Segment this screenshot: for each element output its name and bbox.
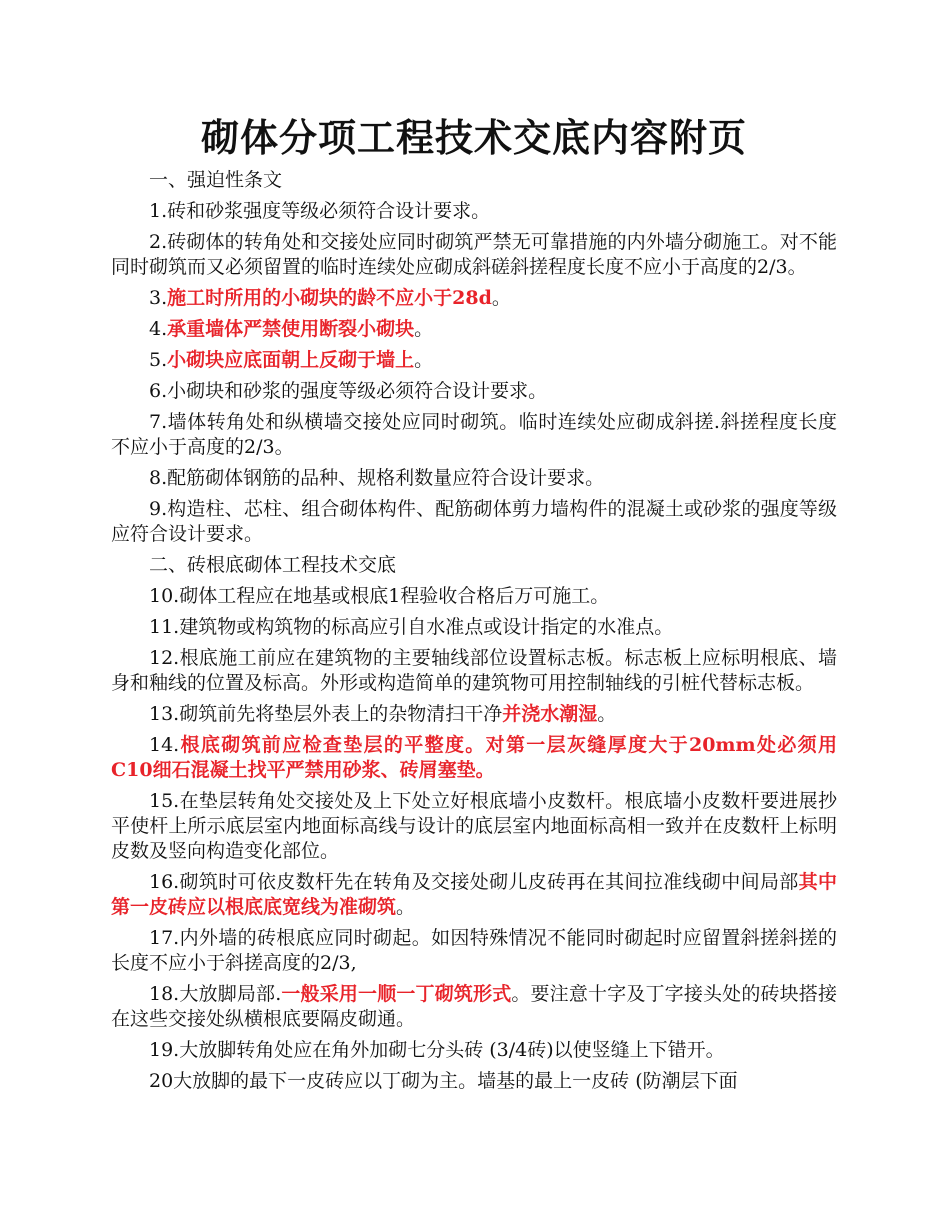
paragraph [111,379,837,404]
paragraph-text: 5. [149,349,168,371]
paragraph-text: 3. [149,287,168,309]
paragraph [111,466,837,491]
highlighted-text: 根底砌筑前应检查垫层的平整度。对第一层灰缝厚度大于20mm处必须用C10细石混凝土找平严禁用砂浆、砖屑塞垫。 [111,734,837,781]
paragraph-text: 13.砌筑前先将垫层外表上的杂物清扫干净 [149,703,503,725]
paragraph [111,230,837,280]
paragraph-text: 2.砖砌体的转角处和交接处应同时砌筑严禁无可靠措施的内外墙分砌施工。对不能同时砌筑而又必须留置的临时连续处应砌成斜磋斜搓程度长度不应小于高度的2/3。 [111,231,837,278]
paragraph-text: 17.内外墙的砖根底应同时砌起。如因特殊情况不能同时砌起时应留置斜搓斜搓的长度不应小于斜搓高度的2/3, [111,927,837,974]
paragraph-text: 12.根底施工前应在建筑物的主要轴线部位设置标志板。标志板上应标明根底、墙身和釉线的位置及标高。外形或构造简单的建筑物可用控制轴线的引桩代替标志板。 [111,647,837,694]
paragraph-text: 20大放脚的最下一皮砖应以丁砌为主。墙基的最上一皮砖 (防潮层下面 [149,1070,738,1092]
paragraph [111,702,837,727]
paragraph [111,410,837,460]
paragraph-text: 。 [597,703,617,725]
highlighted-text: 其中第一皮砖应以根底底宽线为准砌筑 [111,871,837,918]
paragraph [111,615,837,640]
paragraph-text: 16.砌筑时可依皮数杆先在转角及交接处砌儿皮砖再在其间拉准线砌中间局部 [149,871,799,893]
document-page [111,108,837,1100]
paragraph-text: 。 [396,896,416,918]
paragraph [111,199,837,224]
paragraph-text: 11.建筑物或构筑物的标高应引自水准点或设计指定的水准点。 [149,616,674,638]
paragraph [111,348,837,373]
paragraph-text: 18.大放脚局部. [149,983,282,1005]
paragraph [111,1069,837,1094]
document-body [111,168,837,1094]
paragraph [111,982,837,1032]
document-title: 砌体分项工程技术交底内容附页 [200,116,747,160]
highlighted-text: 并浇水潮湿 [502,703,598,725]
highlighted-text: 一般采用一顺一丁砌筑形式 [281,983,512,1005]
highlighted-text: 小砌块应底面朝上反砌于墙上 [167,349,415,371]
highlighted-text: 施工时所用的小砌块的龄不应小于28d [167,287,492,309]
paragraph-text: 。 [491,287,511,309]
paragraph [111,926,837,976]
paragraph [111,870,837,920]
paragraph-text: 。 [414,318,434,340]
paragraph [111,286,837,311]
paragraph-text: 7.墙体转角处和纵横墙交接处应同时砌筑。临时连续处应砌成斜搓.斜搓程度长度不应小于高度的2/3。 [111,411,837,458]
paragraph [111,497,837,547]
highlighted-text: 承重墙体严禁使用断裂小砌块 [167,318,415,340]
paragraph-text: 二、砖根底砌体工程技术交底 [149,554,397,576]
paragraph-text: 。 [414,349,434,371]
paragraph [111,553,837,578]
paragraph-text: 14. [149,734,180,756]
paragraph-text: 6.小砌块和砂浆的强度等级必须符合设计要求。 [149,380,548,402]
paragraph [111,646,837,696]
paragraph-text: 15.在垫层转角处交接处及上下处立好根底墙小皮数杆。根底墙小皮数杆要进展抄平使杆上所示底层室内地面标高线与设计的底层室内地面标高相一致并在皮数杆上标明皮数及竖向构造变化部位。 [111,790,837,862]
paragraph [111,317,837,342]
paragraph-text: 19.大放脚转角处应在角外加砌七分头砖 (3/4砖)以使竖缝上下错开。 [149,1039,725,1061]
paragraph-text: 9.构造柱、芯柱、组合砌体构件、配筋砌体剪力墙构件的混凝土或砂浆的强度等级应符合设计要求。 [111,498,837,545]
paragraph-text: 4. [149,318,168,340]
paragraph [111,584,837,609]
paragraph-text: 10.砌体工程应在地基或根底1程验收合格后万可施工。 [149,585,610,607]
paragraph-text: 。要注意十字及丁字接头处的砖块搭接在这些交接处纵横根底要隔皮砌通。 [111,983,837,1030]
paragraph-text: 一、强迫性条文 [149,169,283,191]
paragraph [111,789,837,864]
paragraph [111,168,837,193]
paragraph [111,733,837,783]
paragraph-text: 8.配筋砌体钢筋的品种、规格利数量应符合设计要求。 [149,467,605,489]
paragraph-text: 1.砖和砂浆强度等级必须符合设计要求。 [149,200,491,222]
paragraph [111,1038,837,1063]
